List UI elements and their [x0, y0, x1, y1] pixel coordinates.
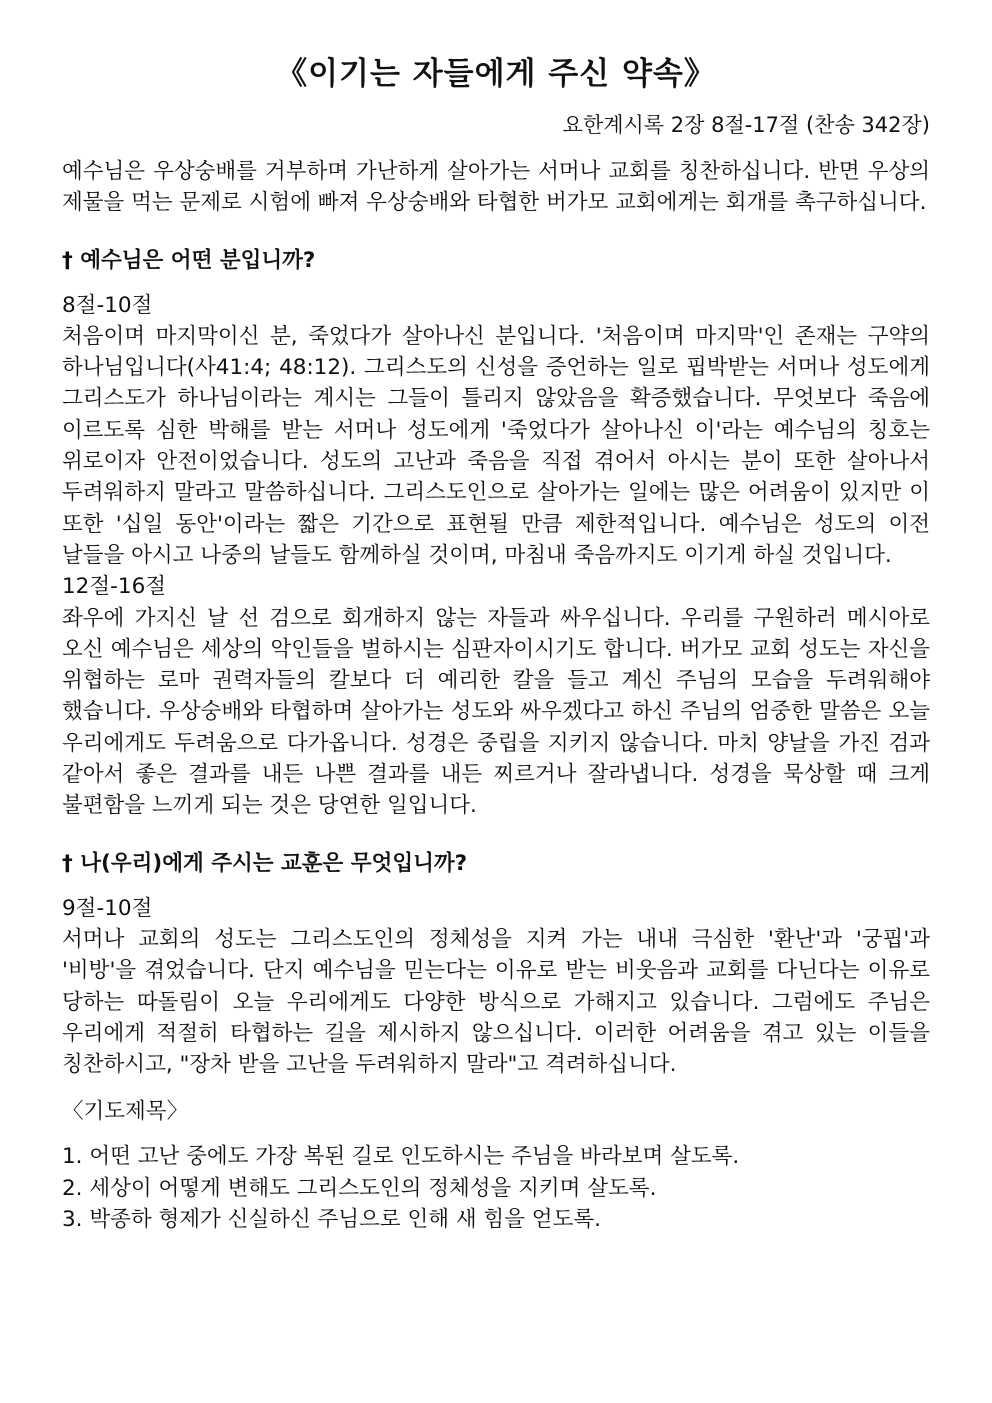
- document-title: 《이기는 자들에게 주신 약속》: [276, 56, 716, 92]
- prayer-item: 1. 어떤 고난 중에도 가장 복된 길로 인도하시는 주님을 바라보며 살도록.: [62, 1144, 740, 1170]
- intro-paragraph: 예수님은 우상숭배를 거부하며 가난하게 살아가는 서머나 교회를 칭찬하십니다. 반면 우상의 제물을 먹는 문제로 시험에 빠져 우상숭배와 타협한 버가모 교회에게는 회개를 촉구하십니다.: [62, 159, 930, 216]
- section-paragraph: 서머나 교회의 성도는 그리스도인의 정체성을 지켜 가는 내내 극심한 '환난'과 '궁핍'과 '비방'을 겪었습니다. 단지 예수님을 믿는다는 이유로 받는 비웃음과 교회를 다닌다는 이유로 당하는 따돌림이 오늘 우리에게도 다양한 방식으로 가해지고 있습니다. 그럼에도 주님은 우리에게 적절히 타협하는 길을 제시하지 않으십니다. 이러한 어려움을 겪고 있는 이들을 칭찬하시고, "장차 받을 고난을 두려워하지 말라"고 격려하십니다.: [62, 926, 930, 1078]
- prayer-list: [62, 1141, 930, 1235]
- prayer-item: 3. 박종하 형제가 신실하신 주님으로 인해 새 힘을 얻도록.: [62, 1207, 601, 1233]
- document-page: [62, 52, 930, 1235]
- verse-range: 8절-10절: [62, 292, 153, 318]
- scripture-reference: 요한계시록 2장 8절-17절 (찬송 342장): [562, 113, 930, 137]
- section-heading-lesson: † 나(우리)에게 주시는 교훈은 무엇입니까?: [62, 850, 468, 876]
- section-paragraph: 처음이며 마지막이신 분, 죽었다가 살아나신 분입니다. '처음이며 마지막'인 존재는 구약의 하나님입니다(사41:4; 48:12). 그리스도의 신성을 증언하는 일로 핍박받는 서머나 성도에게 그리스도가 하나님이라는 계시는 그들이 틀리지 않았음을 확증했습니다. 무엇보다 죽음에 이르도록 심한 박해를 받는 서머나 성도에게 '죽었다가 살아나신 이'라는 예수님의 칭호는 위로이자 안전이었습니다. 성도의 고난과 죽음을 직접 겪어서 아시는 분이 또한 살아나서 두려워하지 말라고 말씀하십니다. 그리스도인으로 살아가는 일에는 많은 어려움이 있지만 이 또한 '십일 동안'이라는 짧은 기간으로 표현될 만큼 제한적입니다. 예수님은 성도의 이전 날들을 아시고 나중의 날들도 함께하실 것이며, 마침내 죽음까지도 이기게 하실 것입니다.: [62, 323, 930, 568]
- section-paragraph: 좌우에 가지신 날 선 검으로 회개하지 않는 자들과 싸우십니다. 우리를 구원하러 메시아로 오신 예수님은 세상의 악인들을 벌하시는 심판자이시기도 합니다. 버가모 교회 성도는 자신을 위협하는 로마 권력자들의 칼보다 더 예리한 칼을 들고 계신 주님의 모습을 두려워해야 했습니다. 우상숭배와 타협하며 살아가는 성도와 싸우겠다고 하신 주님의 엄중한 말씀은 오늘 우리에게도 두려움으로 다가옵니다. 성경은 중립을 지키지 않습니다. 마치 양날을 가진 검과 같아서 좋은 결과를 내든 나쁜 결과를 내든 찌르거나 잘라냅니다. 성경을 묵상할 때 크게 불편함을 느끼게 되는 것은 당연한 일입니다.: [62, 605, 930, 819]
- section-heading-who-is-jesus: † 예수님은 어떤 분입니까?: [62, 247, 316, 273]
- prayer-item: 2. 세상이 어떻게 변해도 그리스도인의 정체성을 지키며 살도록.: [62, 1175, 657, 1201]
- verse-range: 12절-16절: [62, 574, 167, 600]
- verse-range: 9절-10절: [62, 895, 153, 921]
- prayer-title: 〈기도제목〉: [62, 1099, 189, 1125]
